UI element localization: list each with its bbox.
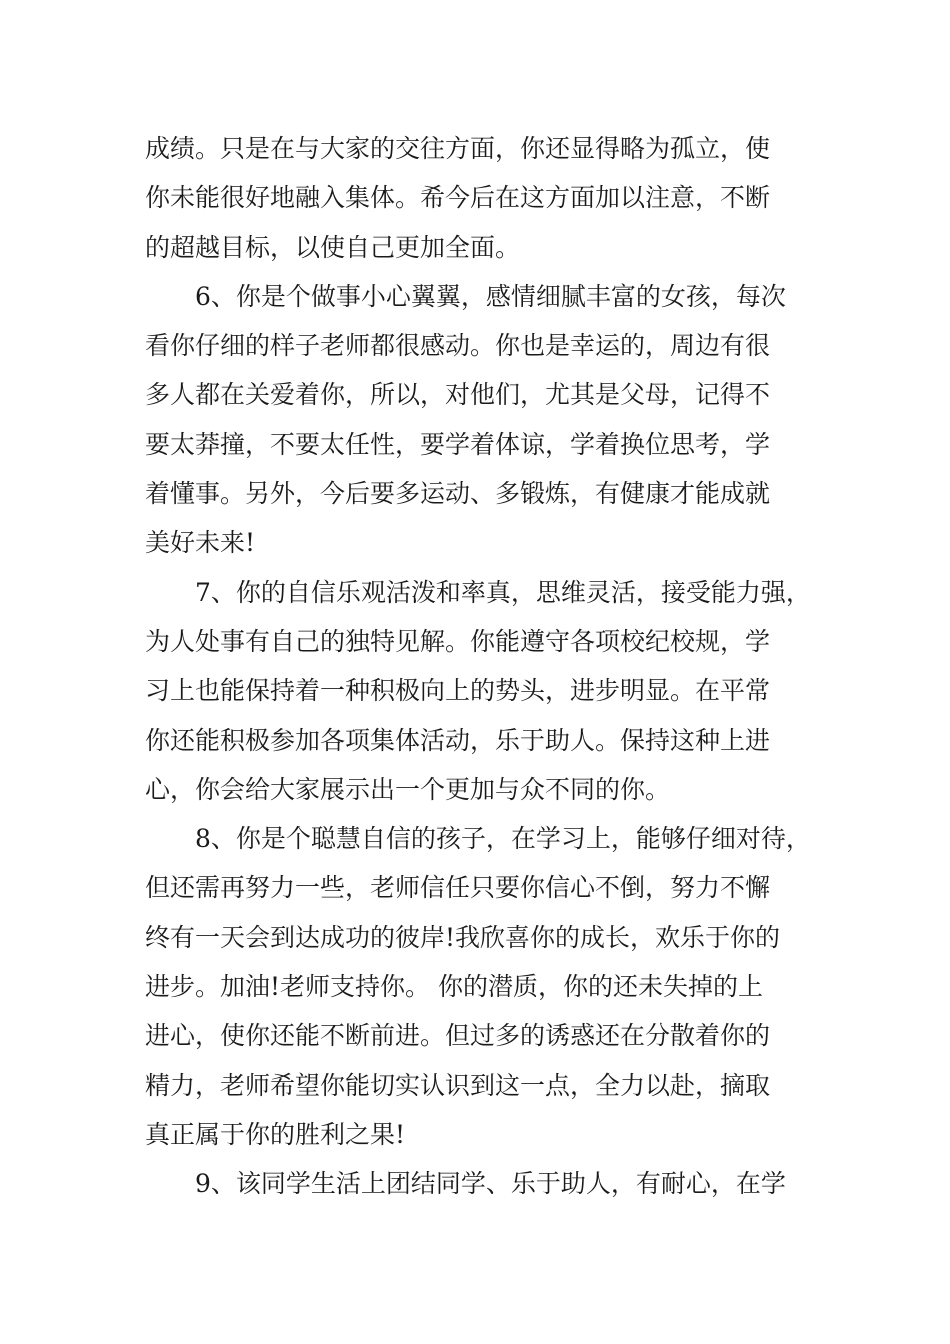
text-line: 真正属于你的胜利之果! xyxy=(145,1119,406,1149)
text-line: 你还能积极参加各项集体活动，乐于助人。保持这种上进 xyxy=(145,725,771,755)
text-line: 进心，使你还能不断前进。但过多的诱惑还在分散着你的 xyxy=(145,1021,771,1051)
text-line: 但还需再努力一些，老师信任只要你信心不倒，努力不懈 xyxy=(145,873,771,903)
text-line: 美好未来! xyxy=(145,528,256,558)
paragraph-7-first-line: 7、你的自信乐观活泼和率真，思维灵活，接受能力强， xyxy=(195,577,811,607)
paragraph-9-first-line: 9、该同学生活上团结同学、乐于助人，有耐心，在学 xyxy=(195,1169,786,1199)
paragraph-6-first-line: 6、你是个做事小心翼翼，感情细腻丰富的女孩，每次 xyxy=(195,281,786,311)
text-line: 进步。加油!老师支持你。 你的潜质，你的还未失掉的上 xyxy=(145,972,763,1002)
text-line: 多人都在关爱着你，所以，对他们，尤其是父母，记得不 xyxy=(145,380,771,410)
document-body xyxy=(145,124,811,1209)
text-line: 着懂事。另外，今后要多运动、多锻炼，有健康才能成就 xyxy=(145,479,771,509)
text-line: 看你仔细的样子老师都很感动。你也是幸运的，周边有很 xyxy=(145,331,771,361)
text-line: 的超越目标，以使自己更加全面。 xyxy=(145,232,521,262)
text-line: 习上也能保持着一种积极向上的势头，进步明显。在平常 xyxy=(145,676,771,706)
text-line: 终有一天会到达成功的彼岸!我欣喜你的成长，欢乐于你的 xyxy=(145,922,781,952)
text-line: 为人处事有自己的独特见解。你能遵守各项校纪校规，学 xyxy=(145,626,771,656)
text-line: 精力，老师希望你能切实认识到这一点，全力以赴，摘取 xyxy=(145,1070,771,1100)
text-line: 成绩。只是在与大家的交往方面，你还显得略为孤立，使 xyxy=(145,134,771,163)
text-line: 要太莽撞，不要太任性，要学着体谅，学着换位思考，学 xyxy=(145,429,771,459)
text-line: 心，你会给大家展示出一个更加与众不同的你。 xyxy=(145,774,671,804)
text-line: 你未能很好地融入集体。希今后在这方面加以注意，不断 xyxy=(145,183,771,213)
paragraph-8-first-line: 8、你是个聪慧自信的孩子，在学习上，能够仔细对待， xyxy=(195,824,811,854)
